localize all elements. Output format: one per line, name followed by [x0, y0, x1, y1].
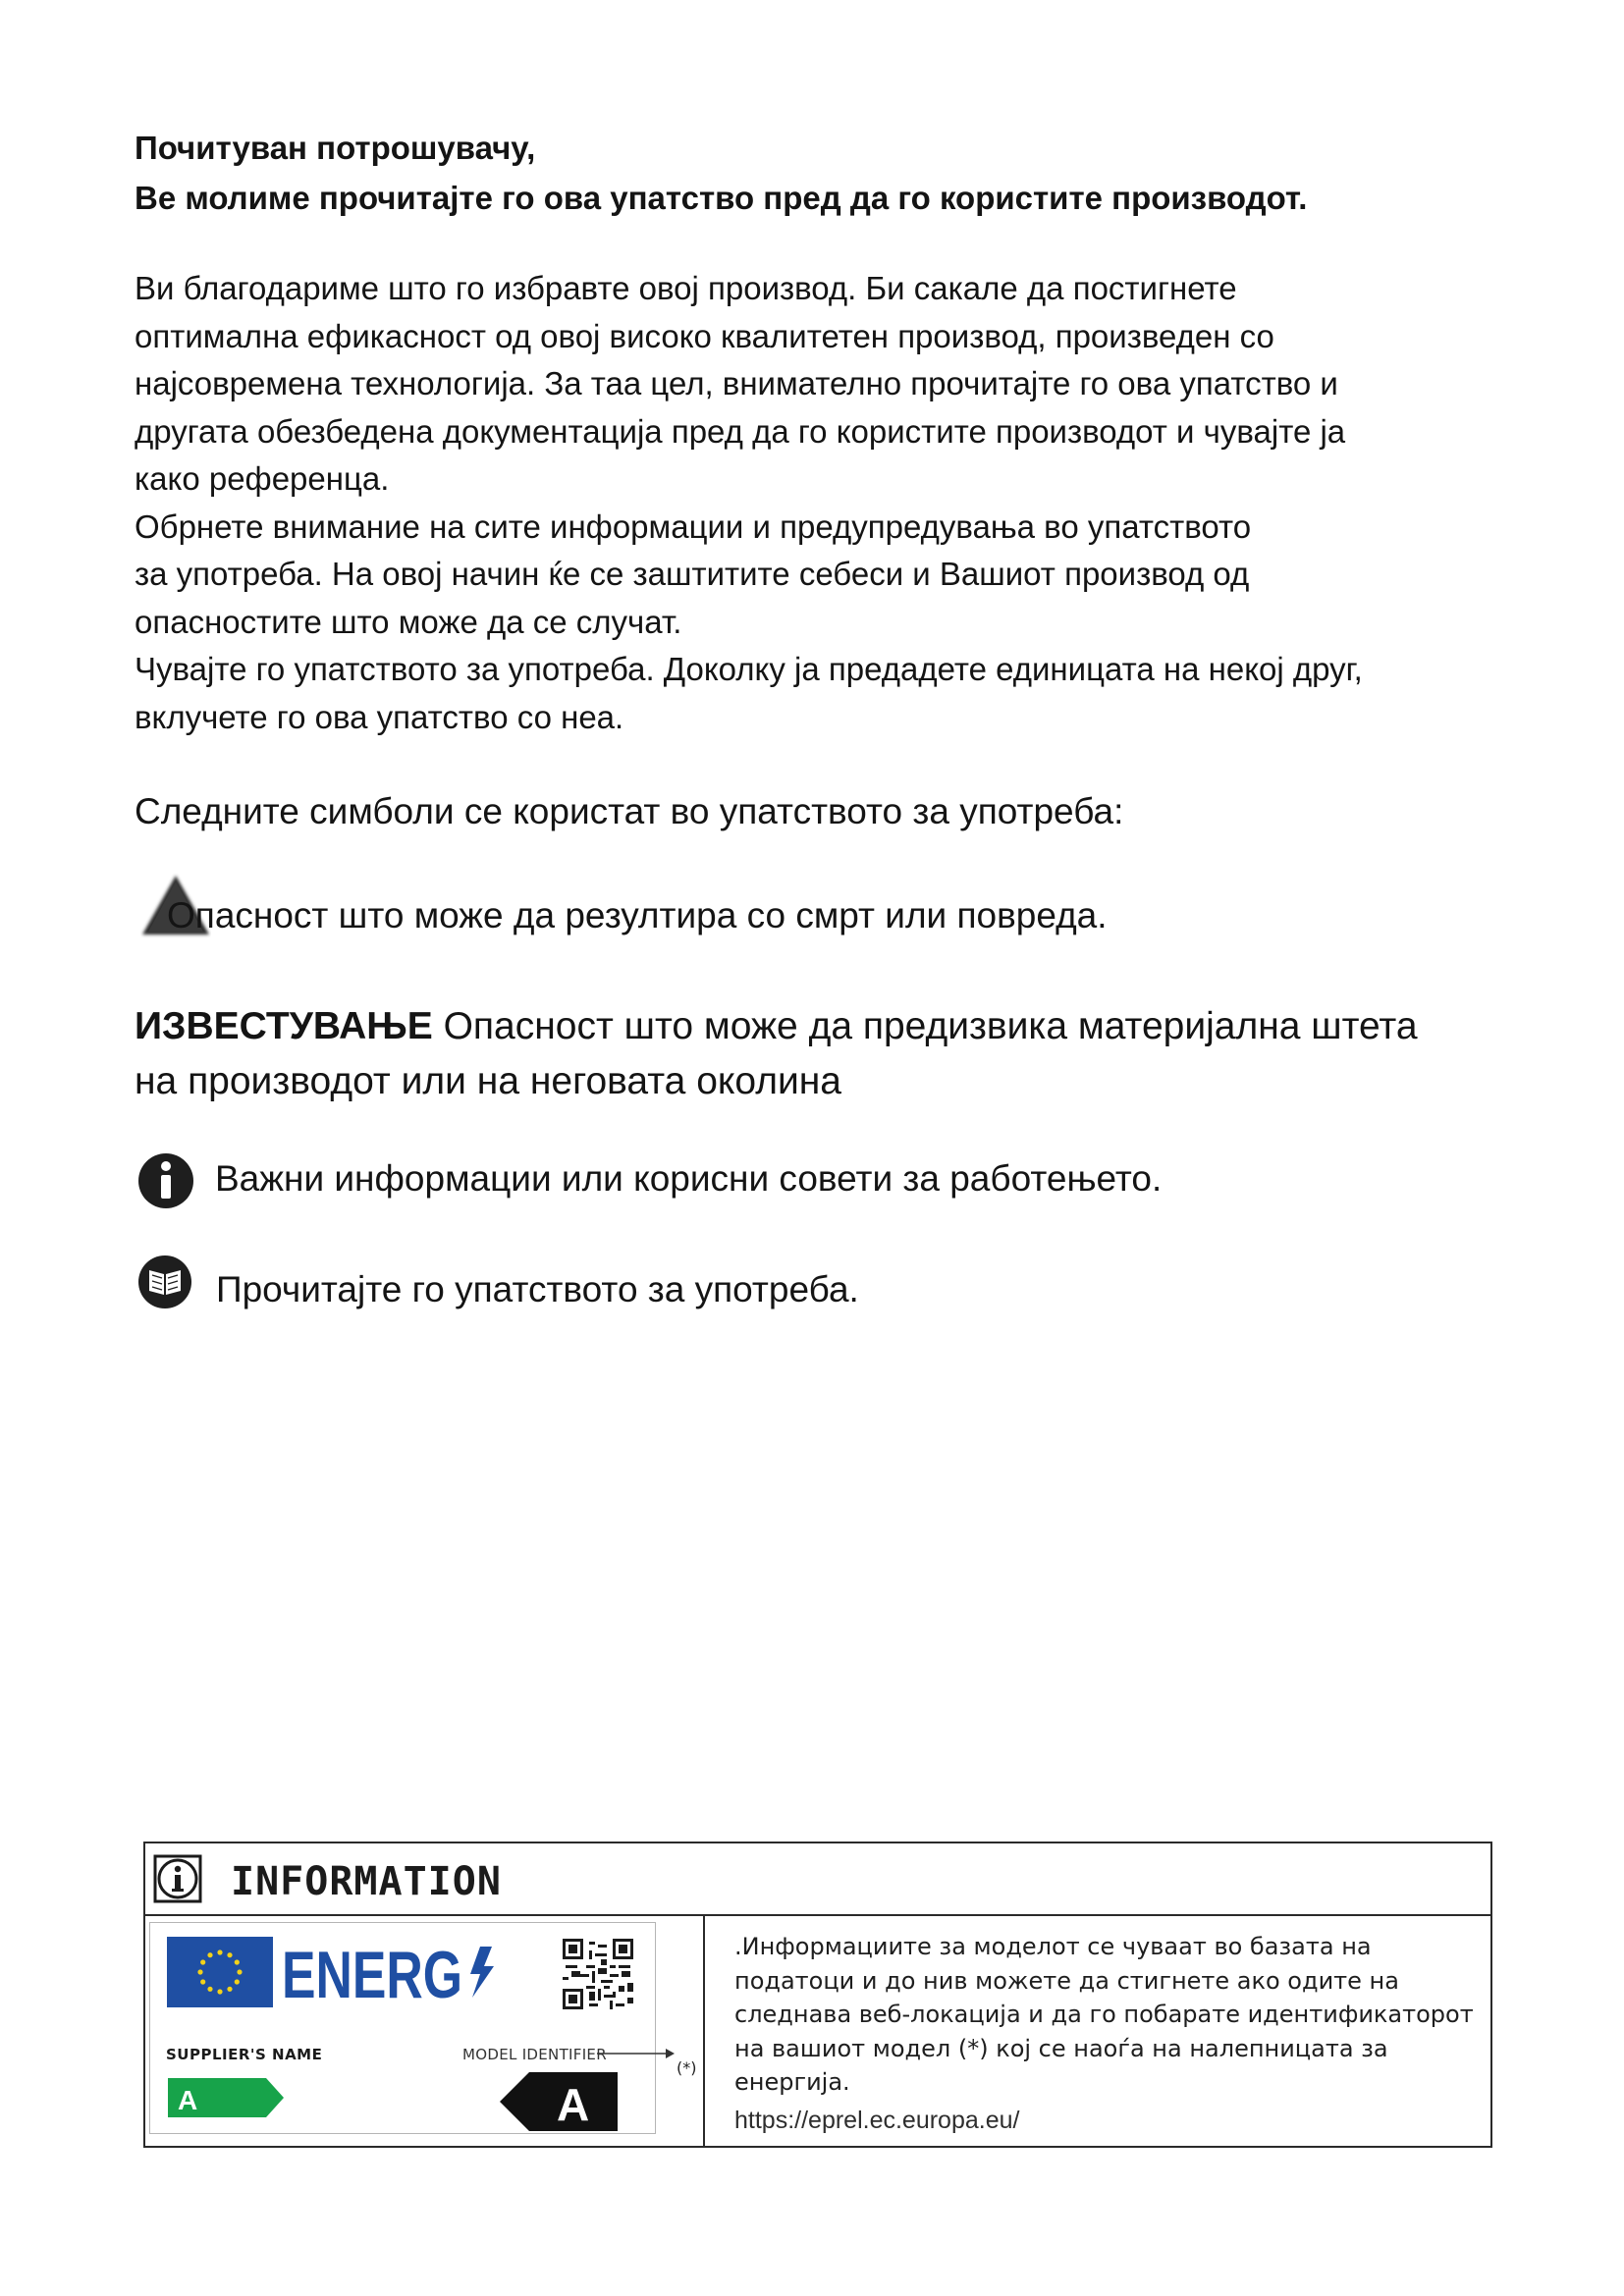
paragraph-line: како референца. — [135, 460, 390, 497]
info-row — [137, 1152, 1316, 1211]
notice-block — [135, 999, 1418, 1109]
info-box-divider — [703, 1916, 705, 2148]
paragraph-line: Ви благодариме што го избравте овој производ. Би сакале да постигнете — [135, 270, 1237, 306]
model-identifier-label: MODEL IDENTIFIER — [462, 2046, 607, 2063]
info-icon — [137, 1152, 194, 1209]
svg-text:A: A — [557, 2079, 590, 2130]
paragraph-line: Чувајте го упатството за употреба. Доколку ја предадете единицата на некој друг, — [135, 651, 1363, 687]
model-star-mark: (*) — [677, 2058, 697, 2077]
svg-text:ENERG: ENERG — [282, 1938, 462, 2007]
information-header — [145, 1843, 1490, 1916]
book-icon — [135, 1254, 194, 1310]
information-line: енергија. — [734, 2068, 850, 2096]
paragraph-line: опасностите што може да се случат. — [135, 603, 682, 640]
paragraph-line: вклучете го ова упатство со неа. — [135, 698, 624, 735]
intro-paragraph — [135, 265, 1509, 741]
eu-flag-icon — [167, 1937, 273, 2007]
info-square-icon — [153, 1854, 202, 1903]
energy-class-arrow-big — [500, 2072, 618, 2131]
danger-row — [140, 872, 1319, 942]
information-text — [734, 1930, 1481, 2100]
manual-row — [135, 1254, 1314, 1318]
paragraph-line: за употреба. На овој начин ќе се заштитите себеси и Вашиот производ од — [135, 556, 1250, 592]
energy-label-sample — [149, 1922, 697, 2134]
symbols-intro: Следните симболи се користат во упатството за употреба: — [135, 791, 1124, 831]
info-text: Важни информации или корисни совети за работењето. — [215, 1158, 1163, 1199]
paragraph-line: Обрнете внимание на сите информации и предупредувања во упатството — [135, 507, 1252, 545]
notice-label: ИЗВЕСТУВАЊЕ — [135, 1005, 433, 1047]
manual-text: Прочитајте го упатството за употреба. — [216, 1269, 859, 1309]
energy-class-arrow-small — [168, 2078, 284, 2117]
information-line: на вашиот модел (*) кој се наоѓа на налепницата за — [734, 2034, 1388, 2062]
notice-text-2: на производот или на неговата околина — [135, 1060, 841, 1102]
energy-wordmark — [278, 1937, 502, 2007]
eprel-url-link[interactable]: https://eprel.ec.europa.eu/ — [734, 2107, 1020, 2134]
information-line: податоци и до нив можете да стигнете ако одите на — [734, 1966, 1399, 1995]
paragraph-line: оптимална ефикасност од овој високо квалитетен производ, произведен со — [135, 317, 1274, 354]
notice-text-1: Опасност што може да предизвика материјална штета — [432, 1005, 1418, 1047]
information-box — [143, 1842, 1492, 2148]
paragraph-line: другата обезбедена документација пред да го користите производот и чувајте ја — [135, 412, 1346, 450]
danger-text: Опасност што може да резултира со смрт или повреда. — [167, 895, 1108, 935]
greeting — [135, 123, 1307, 223]
information-line: следнава веб-локација и да го побарате идентификаторот — [734, 2001, 1474, 2028]
svg-text:A: A — [178, 2085, 198, 2115]
supplier-name-label: SUPPLIER'S NAME — [166, 2046, 323, 2063]
arrow-right-icon — [597, 2039, 676, 2068]
information-line: .Информациите за моделот се чуваат во базата на — [734, 1933, 1372, 1960]
paragraph-line: најсовремена технологија. За таа цел, внимателно прочитајте го ова упатство и — [135, 365, 1338, 401]
information-title: INFORMATION — [231, 1859, 502, 1904]
greeting-line-1: Почитуван потрошувачу, — [135, 130, 536, 166]
qr-code-icon — [563, 1939, 633, 2009]
greeting-line-2: Ве молиме прочитајте го ова упатство пред да го користите производот. — [135, 180, 1308, 216]
